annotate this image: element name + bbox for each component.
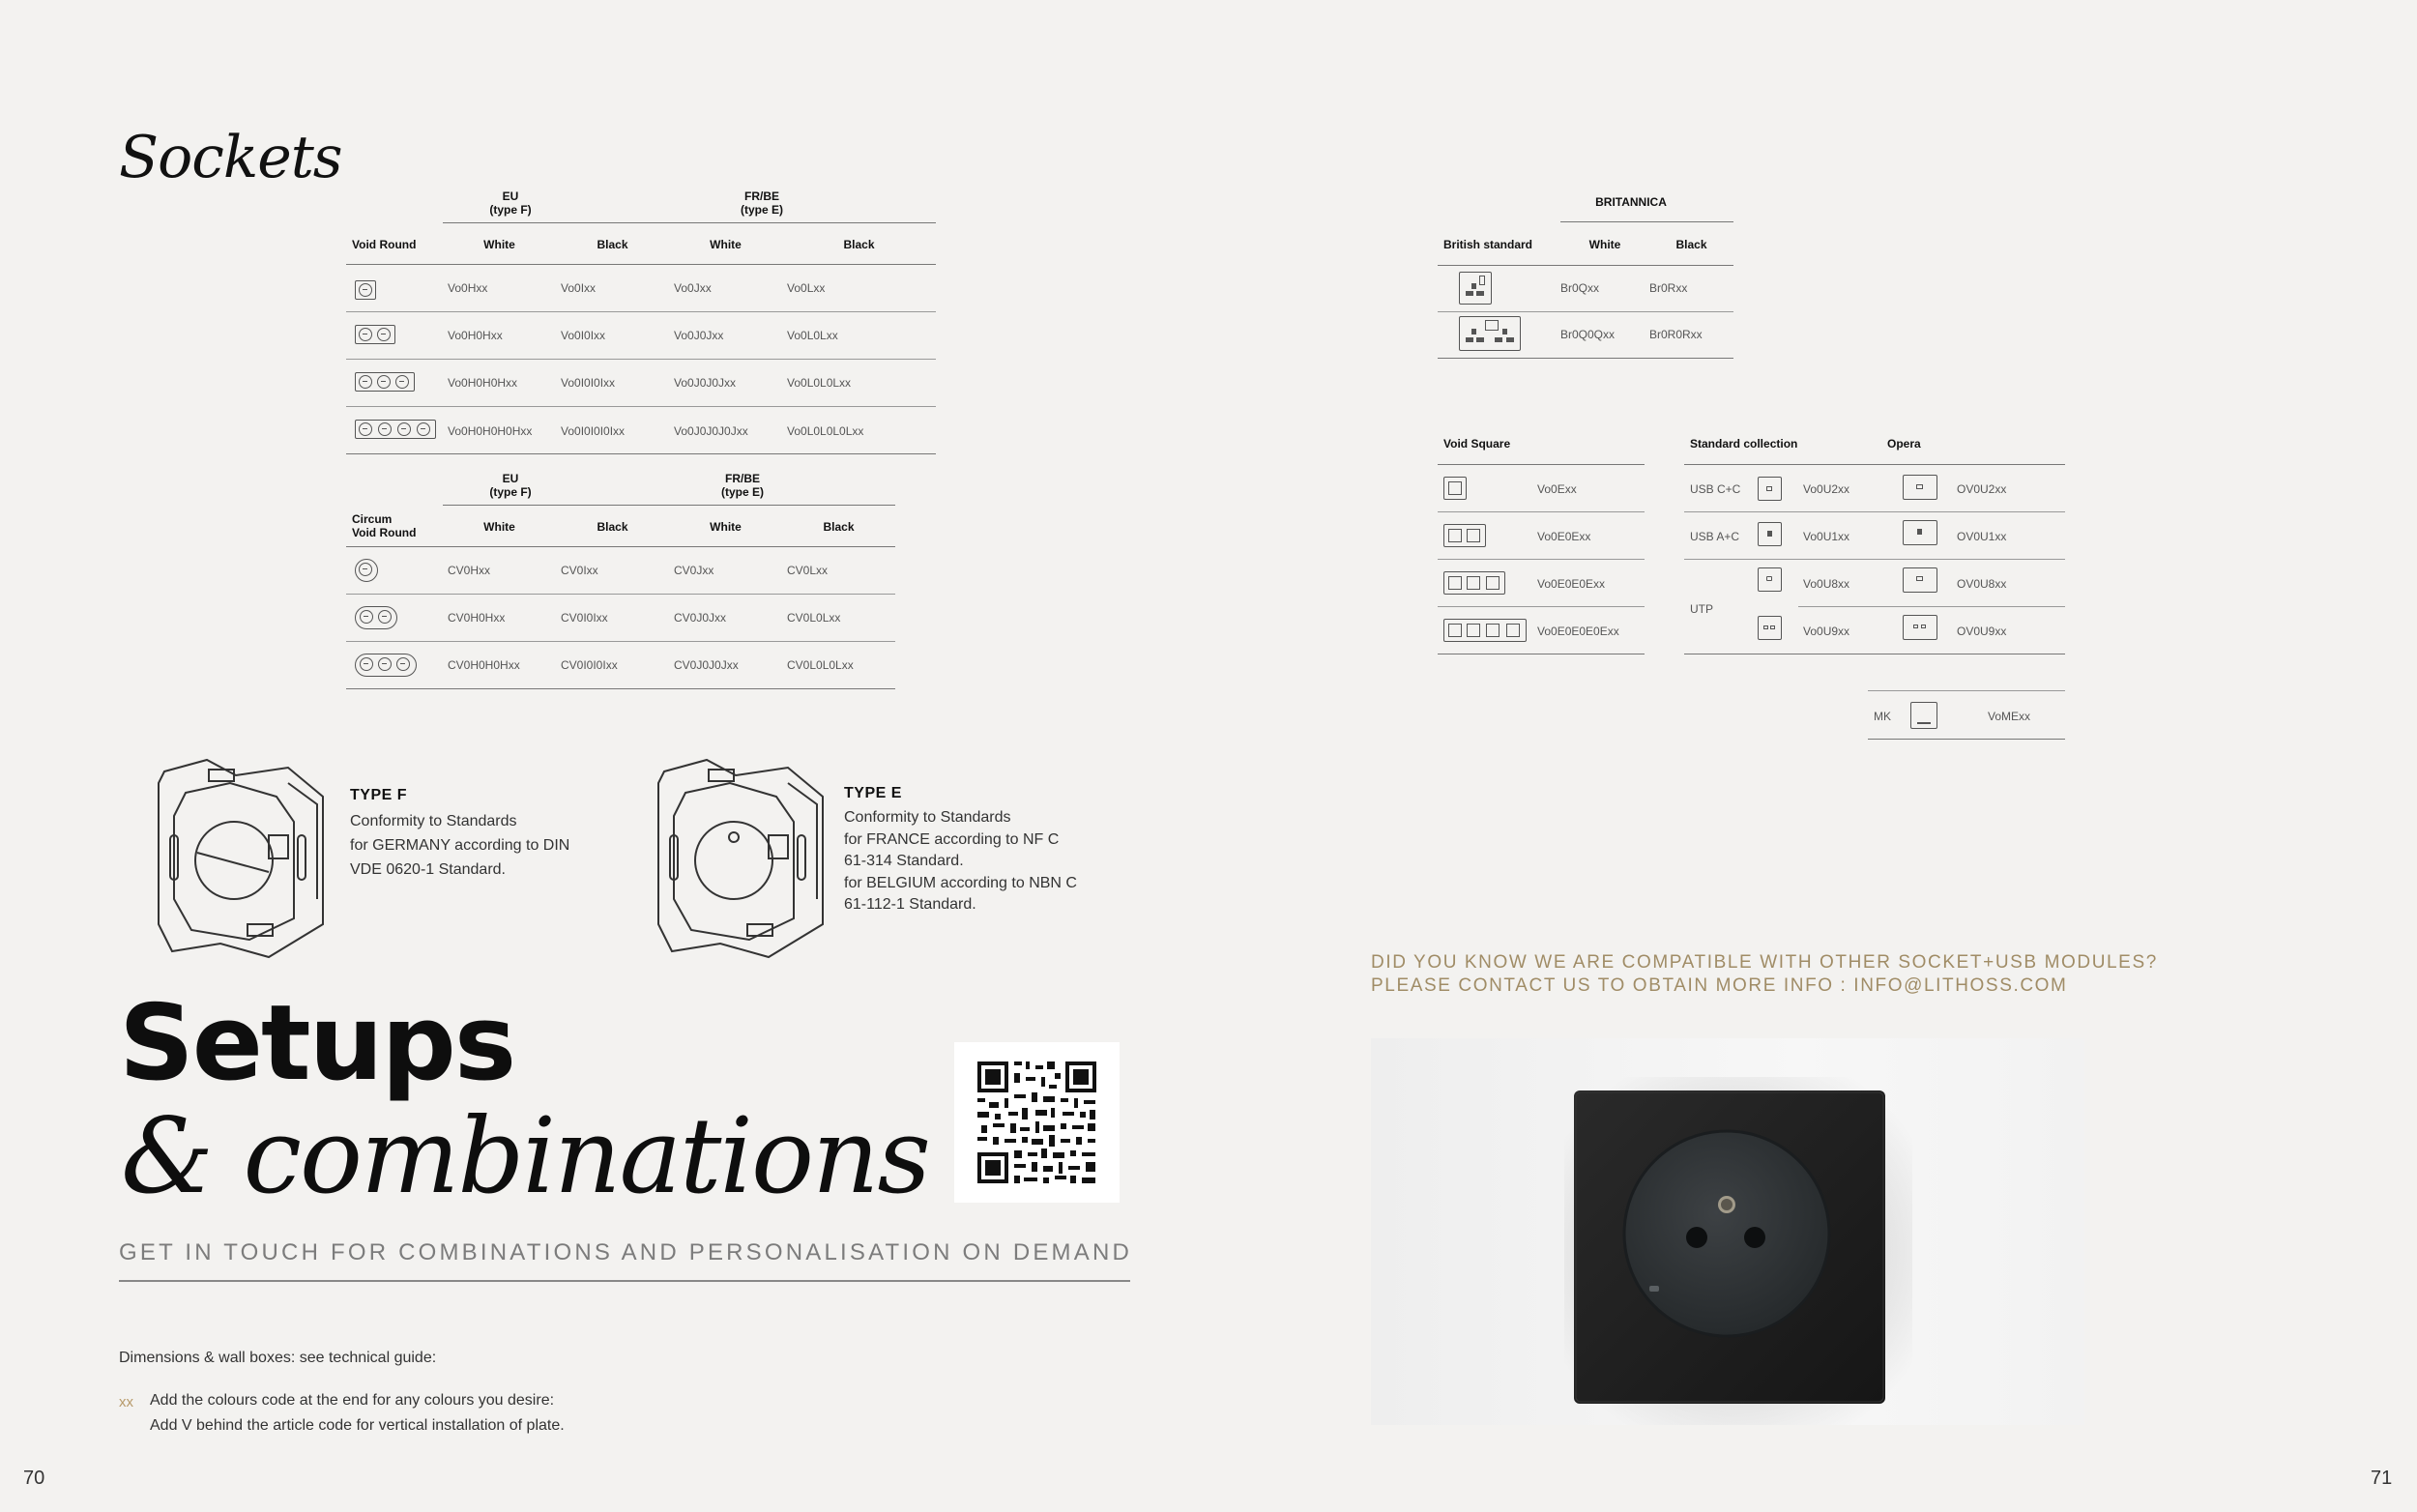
opera-usb-ac-icon (1903, 520, 1937, 545)
table-row (1438, 311, 1733, 358)
article-code: CV0Ixx (561, 564, 598, 577)
table-row (346, 359, 936, 406)
col-header: Black (597, 238, 628, 251)
article-code: CV0Jxx (674, 564, 714, 577)
page-number-right: 71 (2371, 1468, 2393, 1489)
col-header: White (483, 520, 515, 534)
article-code: Vo0L0L0Lxx (787, 376, 852, 390)
group-header-frbe: FR/BE (type E) (720, 472, 764, 499)
double-socket-icon (355, 325, 395, 344)
table-row (1438, 464, 1645, 511)
article-code: CV0H0Hxx (448, 611, 506, 625)
header-opera: Opera (1887, 437, 1921, 451)
row-header-void-round: Void Round (352, 238, 417, 251)
table-row (1684, 464, 2065, 511)
article-code: Vo0U9xx (1803, 625, 1850, 638)
quad-socket-icon (355, 420, 436, 439)
britannica-table (1438, 189, 1733, 363)
divider (119, 1280, 1130, 1282)
type-e-title: TYPE E (844, 785, 902, 801)
dimensions-note: Dimensions & wall boxes: see technical guide: (119, 1350, 437, 1366)
type-e-text: Conformity to Standards for FRANCE according to NF C 61-314 Standard. for BELGIUM according to NBN C 61-112-1 Standard. (844, 809, 1077, 913)
combinations-subtitle: GET IN TOUCH FOR COMBINATIONS AND PERSONALISATION ON DEMAND (119, 1239, 1133, 1265)
article-code: Vo0E0E0Exx (1537, 577, 1606, 591)
black-socket-plate-image (1371, 1038, 2084, 1425)
article-code: Vo0J0J0J0Jxx (674, 424, 748, 438)
round-triple-socket-icon (355, 654, 417, 677)
col-header: Black (597, 520, 628, 534)
article-code: Vo0Ixx (561, 281, 597, 295)
article-code: Vo0Hxx (448, 281, 488, 295)
square-double-socket-icon (1443, 524, 1486, 547)
table-row (1438, 265, 1733, 311)
qr-code-icon (954, 1042, 1120, 1203)
article-code: Vo0I0Ixx (561, 329, 606, 342)
void-round-table (346, 184, 936, 459)
article-code: Vo0U1xx (1803, 530, 1850, 543)
article-code: Vo0Exx (1537, 482, 1577, 496)
mk-socket-icon (1910, 702, 1937, 729)
row-header-void-square: Void Square (1443, 437, 1511, 451)
circum-table (346, 466, 895, 690)
col-header: White (1588, 238, 1621, 251)
header-standard-collection: Standard collection (1690, 437, 1798, 451)
article-code: CV0L0L0Lxx (787, 658, 854, 672)
article-code: CV0Lxx (787, 564, 829, 577)
table-row (1438, 606, 1645, 654)
row-header-british-standard: British standard (1443, 238, 1533, 251)
colour-code-note: Add the colours code at the end for any colours you desire: (150, 1392, 555, 1409)
article-code: OV0U9xx (1957, 625, 2007, 638)
vertical-installation-note: Add V behind the article code for vertical installation of plate. (150, 1417, 565, 1434)
article-code: Br0Q0Qxx (1560, 328, 1616, 341)
usb-ac-icon (1758, 522, 1782, 546)
row-label: USB A+C (1690, 530, 1740, 543)
article-code: Br0Qxx (1560, 281, 1600, 295)
col-header: Black (823, 520, 855, 534)
article-code: OV0U8xx (1957, 577, 2007, 591)
round-socket-icon (355, 559, 378, 582)
article-code: Vo0J0Jxx (674, 329, 724, 342)
type-e-module-illustration (653, 754, 827, 963)
utp-single-icon (1758, 567, 1782, 592)
type-f-module-illustration (153, 754, 327, 963)
article-code: Vo0L0L0L0Lxx (787, 424, 864, 438)
article-code: Vo0H0Hxx (448, 329, 503, 342)
article-code: CV0J0J0Jxx (674, 658, 739, 672)
table-row (1438, 559, 1645, 606)
article-code: Vo0I0I0I0Ixx (561, 424, 626, 438)
table-row (346, 264, 936, 311)
uk-socket-icon (1459, 272, 1492, 305)
group-header-frbe: FR/BE (type E) (740, 189, 783, 217)
type-f-text: Conformity to Standards for GERMANY according to DIN VDE 0620-1 Standard. (350, 813, 570, 878)
socket-icon (355, 280, 376, 300)
table-row (346, 641, 895, 688)
article-code: OV0U2xx (1957, 482, 2007, 496)
article-code: Vo0I0I0Ixx (561, 376, 616, 390)
mk-code: VoMExx (1988, 710, 2031, 723)
article-code: CV0H0H0Hxx (448, 658, 520, 672)
setups-title: Setups (119, 983, 515, 1104)
product-photo (1371, 1038, 2084, 1425)
article-code: Vo0H0H0H0Hxx (448, 424, 533, 438)
col-header: White (710, 520, 742, 534)
utp-double-icon (1758, 616, 1782, 640)
table-row (346, 594, 895, 641)
square-socket-icon (1443, 477, 1467, 500)
void-square-table (1438, 425, 1645, 657)
usb-cc-icon (1758, 477, 1782, 501)
col-header: Black (843, 238, 875, 251)
group-header-eu: EU (type F) (489, 189, 532, 217)
xx-marker: xx (119, 1394, 133, 1410)
col-header: White (483, 238, 515, 251)
qr-code[interactable] (954, 1042, 1120, 1203)
article-code: CV0I0I0Ixx (561, 658, 618, 672)
article-code: Vo0L0Lxx (787, 329, 838, 342)
article-code: Vo0Jxx (674, 281, 712, 295)
article-code: CV0Hxx (448, 564, 491, 577)
utp-label: UTP (1690, 602, 1713, 616)
group-header-britannica: BRITANNICA (1595, 195, 1667, 209)
combinations-title: & combinations (121, 1096, 929, 1217)
article-code: Vo0U2xx (1803, 482, 1850, 496)
group-header-eu: EU (type F) (489, 472, 532, 499)
article-code: Vo0U8xx (1803, 577, 1850, 591)
type-f-title: TYPE F (350, 787, 408, 803)
square-quad-socket-icon (1443, 619, 1527, 642)
article-code: Vo0H0H0Hxx (448, 376, 518, 390)
usb-utp-table (1684, 425, 2065, 744)
opera-usb-cc-icon (1903, 475, 1937, 500)
table-row (1684, 606, 2065, 654)
table-row (1438, 511, 1645, 559)
uk-double-socket-icon (1459, 316, 1521, 351)
article-code: Br0R0Rxx (1649, 328, 1703, 341)
sockets-title: Sockets (119, 124, 342, 191)
article-code: OV0U1xx (1957, 530, 2007, 543)
row-header-circum: Circum Void Round (352, 512, 417, 539)
table-row (346, 406, 936, 453)
opera-utp-double-icon (1903, 615, 1937, 640)
triple-socket-icon (355, 372, 415, 392)
table-row (1684, 559, 2065, 606)
table-row (1684, 511, 2065, 559)
article-code: CV0I0Ixx (561, 611, 608, 625)
col-header: Black (1675, 238, 1707, 251)
article-code: CV0J0Jxx (674, 611, 727, 625)
article-code: Br0Rxx (1649, 281, 1688, 295)
opera-utp-single-icon (1903, 567, 1937, 593)
compatibility-note: DID YOU KNOW WE ARE COMPATIBLE WITH OTHER SOCKET+USB MODULES? PLEASE CONTACT US TO OBTAIN MORE INFO : INFO@LITHOSS.COM (1371, 952, 2158, 996)
page-number-left: 70 (23, 1468, 45, 1489)
article-code: Vo0J0J0Jxx (674, 376, 737, 390)
mk-label: MK (1874, 710, 1891, 723)
row-label: USB C+C (1690, 482, 1741, 496)
article-code: Vo0E0E0E0Exx (1537, 625, 1619, 638)
col-header: White (710, 238, 742, 251)
article-code: Vo0E0Exx (1537, 530, 1591, 543)
square-triple-socket-icon (1443, 571, 1505, 595)
table-row (346, 546, 895, 594)
round-double-socket-icon (355, 606, 397, 629)
table-row (346, 311, 936, 359)
article-code: Vo0Lxx (787, 281, 826, 295)
article-code: CV0L0Lxx (787, 611, 841, 625)
